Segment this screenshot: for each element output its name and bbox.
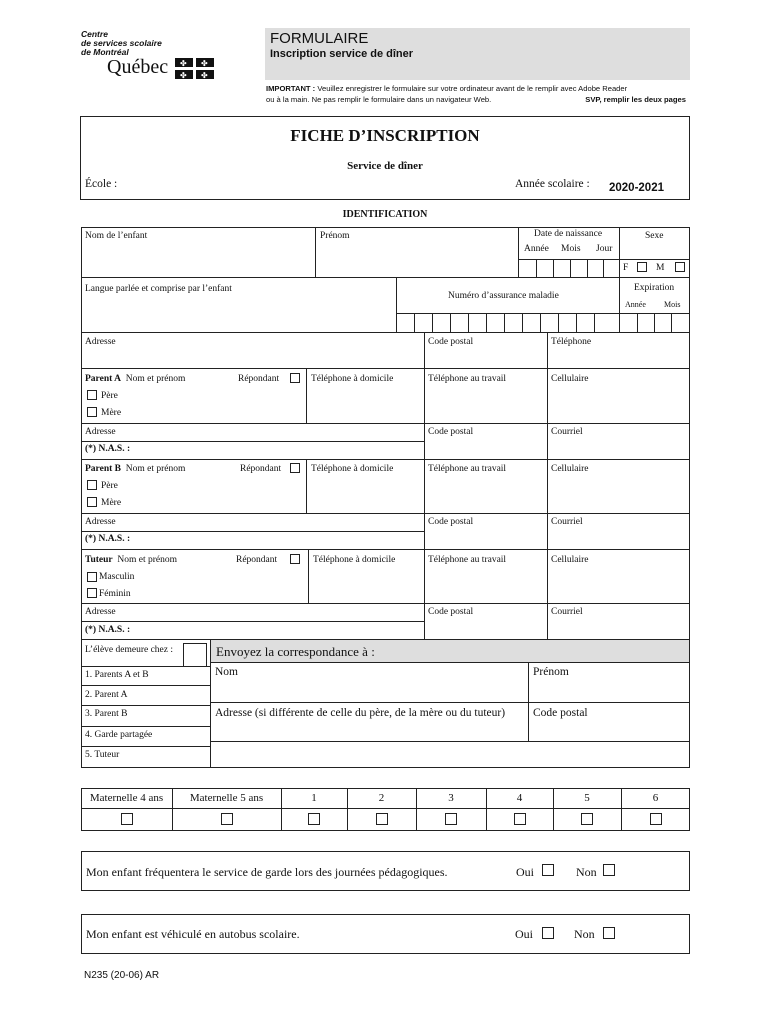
tuteur-header: Tuteur Nom et prénom <box>85 555 178 565</box>
parent-b-repondant-label: Répondant <box>240 464 282 474</box>
autobus-oui-checkbox[interactable] <box>542 927 554 939</box>
quebec-flag-icon <box>175 58 215 80</box>
date-naissance-label: Date de naissance <box>534 229 603 239</box>
corresp-prenom-label: Prénom <box>533 666 569 678</box>
svg-text:✤: ✤ <box>180 59 187 68</box>
demeure-choice-box[interactable] <box>183 643 207 667</box>
demeure-label: L’élève demeure chez : <box>85 645 174 655</box>
exp-mois-label: Mois <box>664 300 681 309</box>
pedagogique-non-label: Non <box>576 865 597 879</box>
grade-checkbox[interactable] <box>514 813 526 825</box>
parent-b-cell-label: Cellulaire <box>551 464 589 474</box>
autobus-oui-label: Oui <box>515 927 533 941</box>
parent-b-mere-label: Mère <box>101 498 122 508</box>
svg-text:✤: ✤ <box>180 71 187 80</box>
grade-checkbox[interactable] <box>445 813 457 825</box>
parent-b-tel-trav-label: Téléphone au travail <box>428 464 507 474</box>
grade-checkbox[interactable] <box>221 813 233 825</box>
grade-label: Maternelle 4 ans <box>89 792 164 804</box>
corresp-nom-input[interactable] <box>213 682 529 702</box>
autobus-non-label: Non <box>574 927 595 941</box>
parent-a-courriel-label: Courriel <box>551 427 583 437</box>
important-note: IMPORTANT : Veuillez enregistrer le formulaire sur votre ordinateur avant de le remplir avec Adobe Reader ou à la main. Ne pas remplir le formulaire dans un navigateur Web. SVP, remplir les deux pages <box>266 84 686 104</box>
parent-b-pere-label: Père <box>101 481 118 491</box>
tuteur-cell-label: Cellulaire <box>551 555 589 565</box>
grade-label: 2 <box>378 792 385 804</box>
corresp-prenom-input[interactable] <box>531 682 691 702</box>
pedagogique-oui-label: Oui <box>516 865 534 879</box>
parent-a-pere-checkbox[interactable] <box>87 390 97 400</box>
logo-line2: de services scolaire <box>81 38 162 48</box>
demeure-option-1: 1. Parents A et B <box>85 670 149 680</box>
tuteur-tel-trav-label: Téléphone au travail <box>428 555 507 565</box>
grade-label: 3 <box>448 792 454 804</box>
tuteur-masculin-label: Masculin <box>99 572 135 582</box>
autobus-non-checkbox[interactable] <box>603 927 615 939</box>
pedagogique-question: Mon enfant fréquentera le service de garde lors des journées pédagogiques. <box>86 865 448 879</box>
sexe-f-checkbox[interactable] <box>637 262 647 272</box>
demeure-option-5: 5. Tuteur <box>85 750 120 760</box>
demeure-option-3: 3. Parent B <box>85 709 128 719</box>
grade-label: 5 <box>584 792 590 804</box>
jour-label: Jour <box>596 244 613 254</box>
parent-a-adresse-label: Adresse <box>85 427 116 437</box>
sexe-m-checkbox[interactable] <box>675 262 685 272</box>
logo-line3: de Montréal <box>81 47 129 57</box>
quebec-wordmark: Québec <box>107 56 169 78</box>
tuteur-courriel-label: Courriel <box>551 607 583 617</box>
parent-b-code-postal-label: Code postal <box>428 517 474 527</box>
nom-enfant-input[interactable] <box>84 246 316 274</box>
sexe-label: Sexe <box>645 231 664 241</box>
parent-b-header: Parent B Nom et prénom <box>85 464 186 474</box>
logo <box>81 30 231 80</box>
corresp-nom-label: Nom <box>215 666 238 678</box>
prenom-label: Prénom <box>320 231 350 241</box>
parent-b-tel-dom-label: Téléphone à domicile <box>311 464 394 474</box>
grade-checkbox[interactable] <box>650 813 662 825</box>
tuteur-repondant-label: Répondant <box>236 555 278 565</box>
grade-label: Maternelle 5 ans <box>189 792 264 804</box>
tuteur-repondant-checkbox[interactable] <box>290 554 300 564</box>
tuteur-feminin-checkbox[interactable] <box>87 588 97 598</box>
nom-enfant-label: Nom de l’enfant <box>85 231 148 241</box>
svg-text:✤: ✤ <box>201 71 208 80</box>
tuteur-code-postal-label: Code postal <box>428 607 474 617</box>
annee-scolaire-label: Année scolaire : <box>515 178 590 190</box>
parent-a-tel-trav-label: Téléphone au travail <box>428 374 507 384</box>
expiration-label: Expiration <box>634 283 675 293</box>
autobus-question: Mon enfant est véhiculé en autobus scolaire. <box>86 927 300 941</box>
parent-a-mere-label: Mère <box>101 408 122 418</box>
form-subtitle: Inscription service de dîner <box>270 48 414 60</box>
demeure-option-2: 2. Parent A <box>85 690 128 700</box>
parent-a-pere-label: Père <box>101 391 118 401</box>
parent-a-repondant-label: Répondant <box>238 374 280 384</box>
parent-b-nas-label: (*) N.A.S. : <box>85 534 131 544</box>
parent-a-mere-checkbox[interactable] <box>87 407 97 417</box>
langue-input[interactable] <box>84 298 396 330</box>
ecole-label: École : <box>85 178 118 190</box>
nam-label: Numéro d’assurance maladie <box>448 291 559 301</box>
form-header <box>265 28 690 80</box>
parent-b-adresse-label: Adresse <box>85 517 116 527</box>
pedagogique-non-checkbox[interactable] <box>603 864 615 876</box>
correspondance-title: Envoyez la correspondance à : <box>216 644 375 659</box>
corresp-adresse-input[interactable] <box>213 744 691 768</box>
parent-a-tel-dom-label: Téléphone à domicile <box>311 374 394 384</box>
annee-scolaire-value: 2020-2021 <box>609 182 664 194</box>
grade-checkbox[interactable] <box>581 813 593 825</box>
mois-label: Mois <box>561 244 581 254</box>
date-naissance-input[interactable] <box>519 260 622 278</box>
code-postal-label: Code postal <box>428 337 474 347</box>
form-title: FORMULAIRE <box>270 30 369 47</box>
parent-a-code-postal-label: Code postal <box>428 427 474 437</box>
corresp-code-postal-label: Code postal <box>533 707 588 719</box>
parent-b-pere-checkbox[interactable] <box>87 480 97 490</box>
svp-note: SVP, remplir les deux pages <box>585 95 686 104</box>
nam-input[interactable] <box>397 314 621 333</box>
prenom-input[interactable] <box>318 246 518 274</box>
grade-checkbox[interactable] <box>308 813 320 825</box>
parent-b-courriel-label: Courriel <box>551 517 583 527</box>
fiche-subtitle: Service de dîner <box>347 160 423 172</box>
sexe-f-label: F <box>623 263 629 273</box>
form-code: N235 (20-06) AR <box>84 970 160 981</box>
pedagogique-oui-checkbox[interactable] <box>542 864 554 876</box>
annee-label: Année <box>524 244 549 254</box>
tuteur-tel-dom-label: Téléphone à domicile <box>313 555 396 565</box>
tuteur-masculin-checkbox[interactable] <box>87 572 97 582</box>
grade-label: 1 <box>311 792 317 804</box>
parent-a-repondant-checkbox[interactable] <box>290 373 300 383</box>
tuteur-feminin-label: Féminin <box>99 589 131 599</box>
grade-label: 4 <box>516 792 523 804</box>
telephone-label: Téléphone <box>551 337 592 347</box>
tuteur-nas-label: (*) N.A.S. : <box>85 625 131 635</box>
demeure-option-4: 4. Garde partagée <box>85 730 153 740</box>
exp-annee-label: Année <box>625 300 646 309</box>
parent-a-cell-label: Cellulaire <box>551 374 589 384</box>
corresp-adresse-label: Adresse (si différente de celle du père, de la mère ou du tuteur) <box>215 707 506 719</box>
parent-a-nas-label: (*) N.A.S. : <box>85 444 131 454</box>
parent-a-header: Parent A Nom et prénom <box>85 374 186 384</box>
fiche-box <box>80 116 690 200</box>
adresse-label: Adresse <box>85 337 116 347</box>
tuteur-adresse-label: Adresse <box>85 607 116 617</box>
langue-label: Langue parlée et comprise par l’enfant <box>85 284 232 294</box>
logo-line1: Centre <box>81 29 108 39</box>
fiche-title: FICHE D’INSCRIPTION <box>290 126 480 145</box>
svg-text:✤: ✤ <box>201 59 208 68</box>
parent-b-repondant-checkbox[interactable] <box>290 463 300 473</box>
identification-title: IDENTIFICATION <box>342 209 428 220</box>
parent-b-mere-checkbox[interactable] <box>87 497 97 507</box>
grade-label: 6 <box>652 792 659 804</box>
grade-checkbox[interactable] <box>121 813 133 825</box>
grade-checkbox[interactable] <box>376 813 388 825</box>
sexe-m-label: M <box>656 263 665 273</box>
